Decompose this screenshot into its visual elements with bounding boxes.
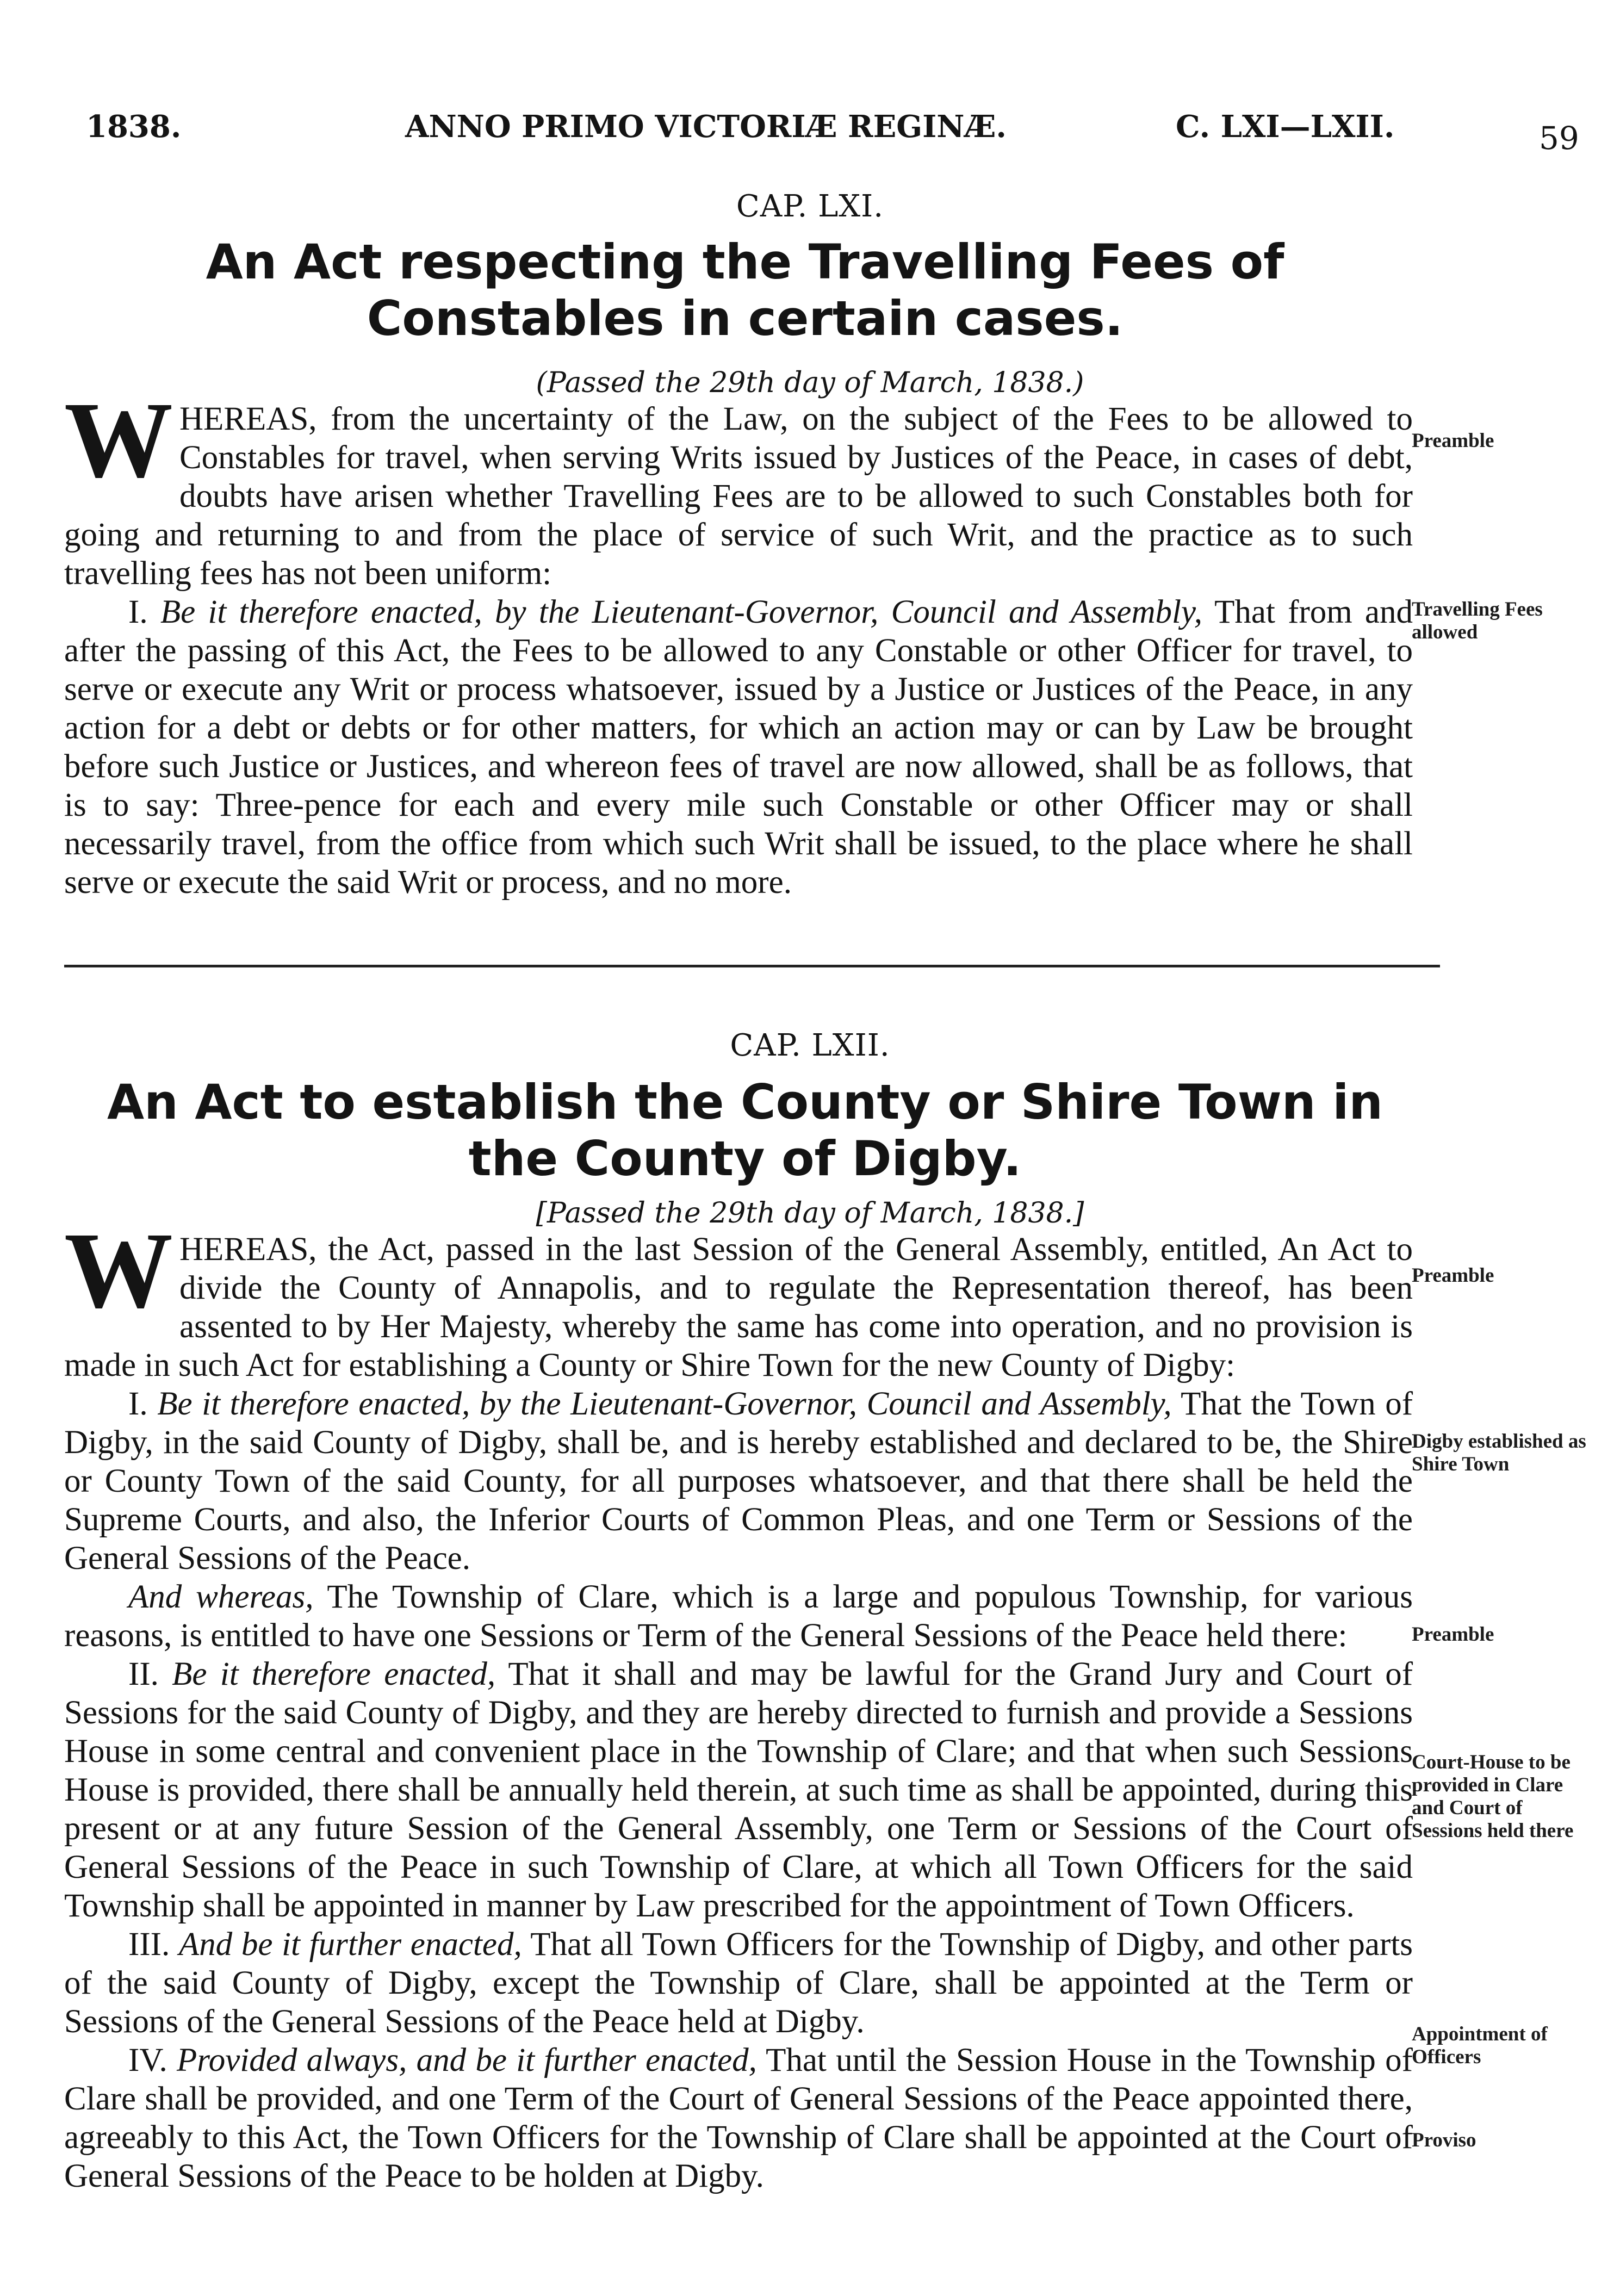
act-62-section-4	[64, 2041, 1413, 2195]
drop-cap: W	[64, 380, 173, 500]
margin-note-travelling-fees: Travelling Fees allowed	[1412, 598, 1543, 643]
chapter-range: C. LXI—LXII.	[1176, 109, 1395, 145]
section-text: That the Town of Digby, in the said County of Digby, shall be, and is hereby established and declared to be, the Shire or County Town of the said County, for all purposes whatsoever, and that there shall be held the Supreme Courts, and also, the Inferior Courts of Common Pleas, and one Term or Sessions of the General Sessions of the Peace.	[64, 1386, 1413, 1577]
margin-note-preamble: Preamble	[1412, 1623, 1494, 1646]
section-number: III.	[128, 1926, 170, 1963]
enacting-clause: Be it therefore enacted,	[172, 1656, 496, 1692]
section-text: That all Town Officers for the Township of Digby, and other parts of the said County of Digby, except the Township of Clare, shall be appointed at the Term or Sessions of the General Sessions of the Peace held at Digby.	[64, 1926, 1413, 2040]
enacting-clause: Be it therefore enacted, by the Lieutenant-Governor, Council and Assembly,	[157, 1386, 1172, 1422]
cap-61-heading: CAP. LXI.	[736, 189, 884, 224]
cap-62-heading: CAP. LXII.	[730, 1028, 890, 1063]
drop-cap: W	[64, 1211, 173, 1331]
act-61-title: An Act respecting the Travelling Fees of Constables in certain cases.	[206, 234, 1284, 346]
act-62-passed-date: [Passed the 29th day of March, 1838.]	[536, 1197, 1084, 1230]
whereas-lead: And whereas,	[128, 1579, 314, 1615]
page-number: 59	[1539, 120, 1579, 157]
section-number: I.	[128, 1386, 148, 1422]
margin-note-preamble: Preamble	[1412, 1264, 1494, 1287]
section-number: IV.	[128, 2042, 167, 2078]
act-62-title: An Act to establish the County or Shire Town in the County of Digby.	[107, 1074, 1383, 1187]
act-62-whereas	[64, 1578, 1413, 1655]
section-divider	[64, 965, 1440, 967]
running-title: ANNO PRIMO VICTORIÆ REGINÆ.	[405, 109, 1007, 145]
section-number: II.	[128, 1656, 159, 1692]
section-text: That until the Session House in the Township of Clare shall be provided, and one Term of the Court of General Sessions of the Peace appointed there, agreeably to this Act, the Town Officers for the Township of Clare shall be appointed at the Court of General Sessions of the Peace to be holden at Digby.	[64, 2042, 1413, 2194]
act-61-preamble: WHEREAS, from the uncertainty of the Law, on the subject of the Fees to be allowed to Constables for travel, when serving Writs issued by Justices of the Peace, in cases of debt, doubts have arisen whether Travelling Fees are to be allowed to such Constables both for going and returning to and from the place of service of such Writ, and the practice as to such travelling fees has not been uniform:	[64, 380, 1413, 592]
act-62-section-3	[64, 1925, 1413, 2041]
section-text: That it shall and may be lawful for the Grand Jury and Court of Sessions for the said County of Digby, and they are hereby directed to furnish and provide a Sessions House in some central and convenient place in the Township of Clare; and that when such Sessions House is provided, there shall be annually held therein, at such time as shall be appointed, during this present or at any future Session of the General Assembly, one Term or Sessions of the Court of General Sessions of the Peace in such Township of Clare, at which all Town Officers for the said Township shall be appointed in manner by Law prescribed for the appointment of Town Officers.	[64, 1656, 1413, 1924]
act-61-section-1	[64, 593, 1413, 902]
act-62-section-1	[64, 1385, 1413, 1578]
whereas-text: The Township of Clare, which is a large and populous Township, for various reasons, is entitled to have one Sessions or Term of the General Sessions of the Peace held there:	[64, 1579, 1413, 1654]
act-61-passed-date: (Passed the 29th day of March, 1838.)	[536, 367, 1084, 399]
enacting-clause: Provided always, and be it further enacted,	[177, 2042, 757, 2078]
margin-note-shire-town: Digby established as Shire Town	[1412, 1430, 1586, 1475]
margin-note-proviso: Proviso	[1412, 2129, 1476, 2151]
enacting-clause: And be it further enacted,	[178, 1926, 522, 1963]
act-62-section-2	[64, 1655, 1413, 1925]
section-number: I.	[128, 594, 148, 630]
margin-note-appointment: Appointment of Officers	[1412, 2023, 1548, 2068]
enacting-clause: Be it therefore enacted, by the Lieutenant-Governor, Council and Assembly,	[160, 594, 1202, 630]
header-year: 1838.	[86, 109, 182, 145]
act-62-preamble: WHEREAS, the Act, passed in the last Session of the General Assembly, entitled, An Act to divide the County of Annapolis, and to regulate the Representation thereof, has been assented to by Her Majesty, whereby the same has come into operation, and no provision is made in such Act for establishing a County or Shire Town for the new County of Digby:	[64, 1211, 1413, 1383]
section-text: That from and after the passing of this Act, the Fees to be allowed to any Constable or other Officer for travel, to serve or execute any Writ or process whatsoever, issued by a Justice or Justices of the Peace, in any action for a debt or debts or for other matters, for which an action may or can by Law be brought before such Justice or Justices, and whereon fees of travel are now allowed, shall be as follows, that is to say: Three-pence for each and every mile such Constable or other Officer may or shall necessarily travel, from the office from which such Writ shall be issued, to the place where he shall serve or execute the said Writ or process, and no more.	[64, 594, 1413, 901]
margin-note-court-house: Court-House to be provided in Clare and Court of Sessions held there	[1412, 1751, 1574, 1842]
margin-note-preamble: Preamble	[1412, 430, 1494, 452]
